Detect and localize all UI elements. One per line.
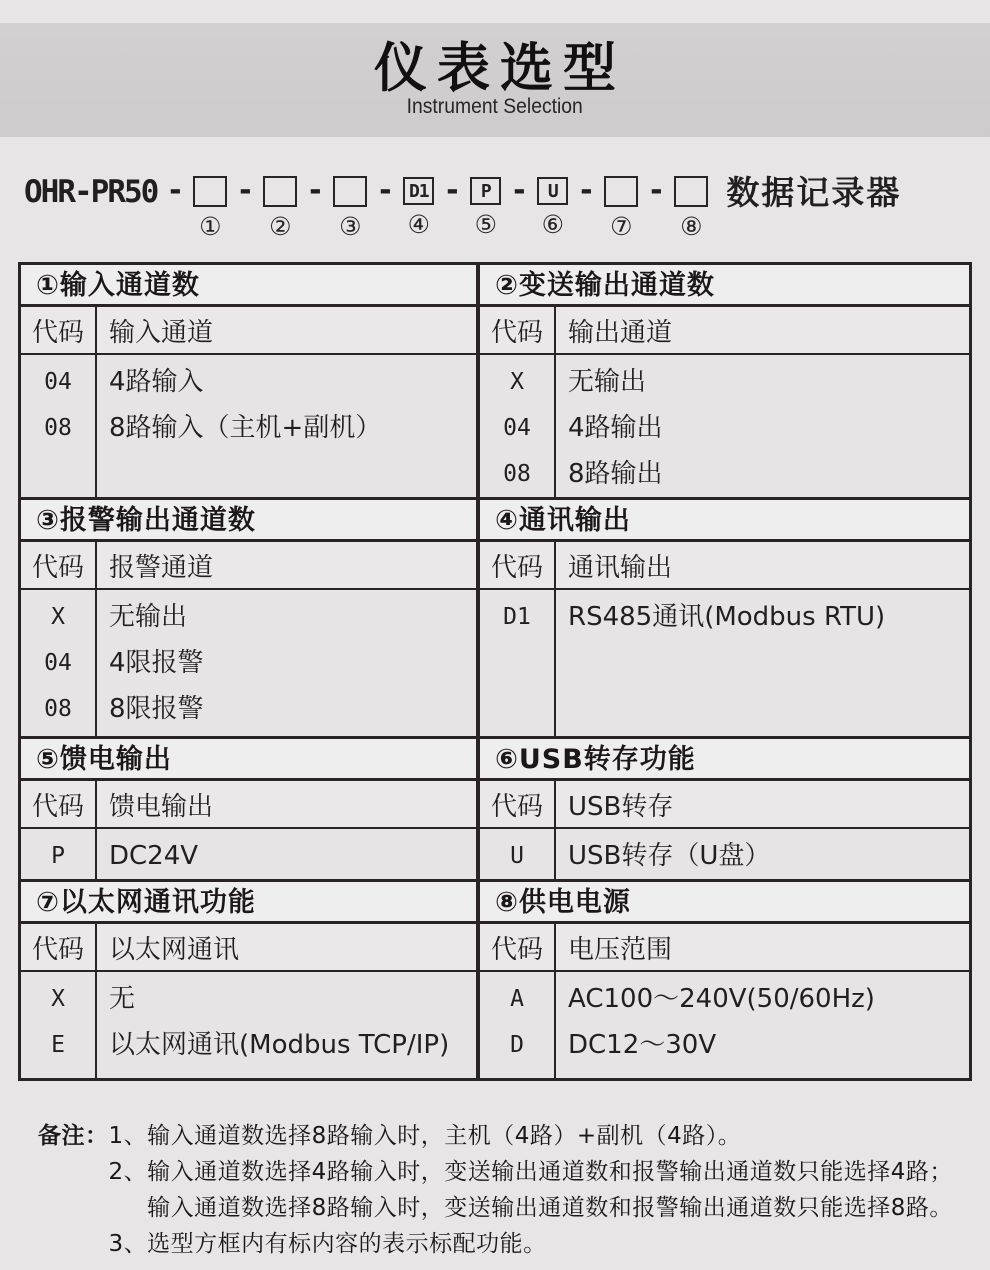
note-item-2 <box>109 1154 953 1226</box>
desc-value: 8限报警 <box>109 694 204 724</box>
section-alarm-output-channels <box>21 500 480 736</box>
slot-number-1: ① <box>199 212 222 241</box>
desc-value: 4路输入 <box>109 367 204 397</box>
code-value: 04 <box>503 415 531 441</box>
section-header-row <box>480 924 969 972</box>
section-input-channels <box>21 265 480 497</box>
desc-value: DC24V <box>109 841 199 871</box>
option-box-5: P <box>470 177 501 205</box>
section-title: ②变送输出通道数 <box>480 265 969 307</box>
slot-number-8: ⑧ <box>680 212 703 241</box>
code-column <box>21 972 97 1078</box>
table-band-2 <box>21 497 969 736</box>
dash-separator: - <box>309 173 322 208</box>
slot-number-2: ② <box>269 212 292 241</box>
code-value: X <box>51 604 65 630</box>
section-communication-output <box>480 500 969 736</box>
code-value: X <box>51 986 65 1012</box>
desc-column <box>97 355 476 497</box>
code-value: D <box>510 1032 524 1058</box>
page-subtitle: Instrument Selection <box>406 94 584 118</box>
section-body <box>21 829 476 879</box>
code-column <box>21 590 97 736</box>
dash-separator: - <box>513 173 526 208</box>
desc-column <box>556 355 969 497</box>
model-suffix: 数据记录器 <box>726 173 902 212</box>
note-text: 输入通道数选择4路输入时，变送输出通道数和报警输出通道数只能选择4路； <box>147 1159 953 1185</box>
desc-column <box>556 590 969 736</box>
code-column-header: 代码 <box>480 307 556 353</box>
section-feed-power-output <box>21 739 480 879</box>
code-slot-8 <box>674 176 708 240</box>
code-value: U <box>510 843 524 869</box>
slot-number-6: ⑥ <box>541 210 565 239</box>
slot-number-7: ⑦ <box>610 212 633 241</box>
desc-column-header: 馈电输出 <box>109 791 214 822</box>
code-slot-6 <box>537 176 568 238</box>
note-number: 3、 <box>108 1231 148 1257</box>
option-box-7 <box>604 176 638 207</box>
note-text: 输入通道数选择8路输入时，主机（4路）+副机（4路）。 <box>147 1123 742 1149</box>
code-column-header: 代码 <box>480 924 556 970</box>
desc-value: 8路输入（主机+副机） <box>109 413 382 443</box>
section-title: ①输入通道数 <box>21 265 476 307</box>
desc-column-header: 输出通道 <box>568 317 673 348</box>
section-title: ⑦以太网通讯功能 <box>21 882 476 924</box>
code-value: 08 <box>44 696 72 722</box>
code-column-header: 代码 <box>21 542 97 588</box>
code-slot-7 <box>604 176 638 240</box>
desc-value: 无输出 <box>109 602 188 632</box>
section-body <box>480 829 969 879</box>
notes-label: 备注： <box>38 1123 109 1149</box>
desc-value: RS485通讯(Modbus RTU) <box>568 602 886 632</box>
note-text: 选型方框内有标内容的表示标配功能。 <box>147 1231 547 1257</box>
section-header-row <box>21 542 476 590</box>
dash-separator: - <box>650 173 663 208</box>
code-column-header: 代码 <box>21 781 97 827</box>
dash-separator: - <box>446 173 459 208</box>
option-box-8 <box>674 176 708 207</box>
header-band <box>0 23 990 137</box>
code-slot-2 <box>263 176 297 240</box>
section-title: ③报警输出通道数 <box>21 500 476 542</box>
section-title: ④通讯输出 <box>480 500 969 542</box>
note-number: 1、 <box>108 1123 148 1149</box>
section-header-row <box>21 307 476 355</box>
code-column <box>480 829 556 879</box>
section-title: ⑤馈电输出 <box>21 739 476 781</box>
desc-column <box>556 972 969 1078</box>
desc-column <box>97 590 476 736</box>
slot-number-4: ④ <box>407 210 431 239</box>
desc-column-header: 输入通道 <box>109 317 214 348</box>
option-box-1 <box>193 176 227 207</box>
model-code-line <box>24 173 902 241</box>
section-title: ⑧供电电源 <box>480 882 969 924</box>
code-value: P <box>51 843 65 869</box>
code-column <box>480 355 556 497</box>
code-slot-5 <box>470 176 501 238</box>
code-column <box>480 972 556 1078</box>
code-value: 08 <box>503 461 531 487</box>
dash-separator: - <box>169 173 182 208</box>
note-item-1 <box>109 1118 953 1154</box>
code-column <box>21 829 97 879</box>
desc-column <box>556 829 969 879</box>
desc-column-header: 报警通道 <box>109 552 214 583</box>
code-value: 04 <box>44 369 72 395</box>
section-ethernet <box>21 882 480 1078</box>
section-header-row <box>480 542 969 590</box>
model-prefix: OHR-PR50 <box>24 174 158 210</box>
code-column <box>480 590 556 736</box>
desc-value: 无输出 <box>568 367 647 397</box>
dash-separator: - <box>580 173 593 208</box>
section-body <box>480 972 969 1078</box>
option-box-3 <box>333 176 367 207</box>
table-band-4 <box>21 879 969 1078</box>
table-band-1 <box>21 265 969 497</box>
page-title: 仪表选型 <box>374 38 626 100</box>
desc-value: USB转存（U盘） <box>568 841 771 871</box>
desc-value: AC100～240V(50/60Hz) <box>568 984 875 1014</box>
option-box-6: U <box>537 177 568 205</box>
code-value: A <box>510 986 524 1012</box>
section-transmit-output-channels <box>480 265 969 497</box>
section-header-row <box>21 924 476 972</box>
desc-column-header: 电压范围 <box>568 934 673 965</box>
selection-table <box>18 262 972 1081</box>
code-value: D1 <box>503 604 531 630</box>
section-header-row <box>480 307 969 355</box>
note-item-3 <box>109 1226 953 1262</box>
section-body <box>21 355 476 497</box>
desc-column <box>97 829 476 879</box>
desc-column-header: 以太网通讯 <box>109 934 240 965</box>
code-slot-4 <box>403 176 434 238</box>
desc-value: 以太网通讯(Modbus TCP/IP) <box>109 1030 450 1060</box>
section-usb-transfer <box>480 739 969 879</box>
code-column-header: 代码 <box>480 781 556 827</box>
option-box-2 <box>263 176 297 207</box>
dash-separator: - <box>239 173 252 208</box>
notes <box>38 1118 953 1262</box>
slot-number-5: ⑤ <box>474 210 498 239</box>
desc-value: 8路输出 <box>568 459 663 489</box>
code-value: E <box>51 1032 65 1058</box>
note-text: 输入通道数选择8路输入时，变送输出通道数和报警输出通道数只能选择8路。 <box>147 1195 953 1221</box>
code-column-header: 代码 <box>480 542 556 588</box>
desc-column <box>97 972 476 1078</box>
code-value: X <box>510 369 524 395</box>
notes-items <box>109 1118 953 1262</box>
code-slot-1 <box>193 176 227 240</box>
desc-value: DC12～30V <box>568 1030 717 1060</box>
code-column <box>21 355 97 497</box>
code-value: 08 <box>44 415 72 441</box>
code-column-header: 代码 <box>21 307 97 353</box>
table-band-3 <box>21 736 969 879</box>
section-header-row <box>480 781 969 829</box>
desc-column-header: USB转存 <box>568 791 674 822</box>
desc-value: 4限报警 <box>109 648 204 678</box>
code-slot-3 <box>333 176 367 240</box>
option-box-4: D1 <box>403 177 434 205</box>
code-value: 04 <box>44 650 72 676</box>
desc-column-header: 通讯输出 <box>568 552 673 583</box>
section-header-row <box>21 781 476 829</box>
desc-value: 4路输出 <box>568 413 663 443</box>
section-body <box>21 590 476 736</box>
section-title: ⑥USB转存功能 <box>480 739 969 781</box>
desc-value: 无 <box>109 984 136 1014</box>
slot-number-3: ③ <box>339 212 362 241</box>
section-power-supply <box>480 882 969 1078</box>
dash-separator: - <box>379 173 392 208</box>
note-number: 2、 <box>108 1159 148 1185</box>
section-body <box>21 972 476 1078</box>
section-body <box>480 355 969 497</box>
code-column-header: 代码 <box>21 924 97 970</box>
section-body <box>480 590 969 736</box>
